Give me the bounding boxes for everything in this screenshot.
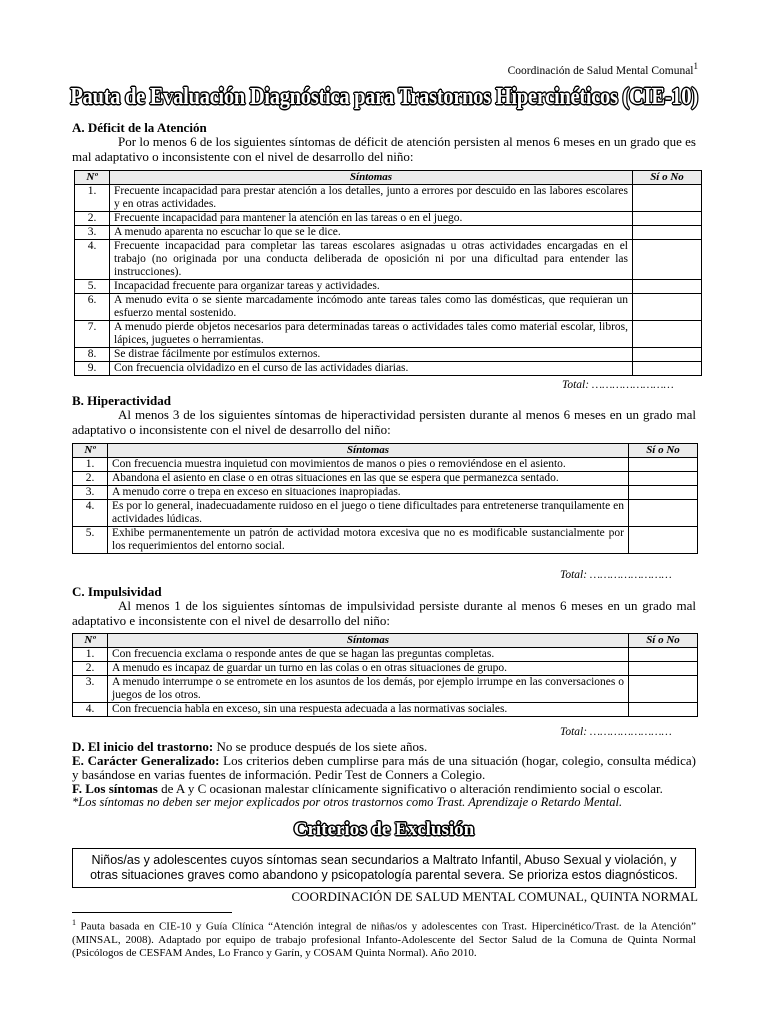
symptom-text: Incapacidad frecuente para organizar tareas y actividades. [110,280,633,294]
table-row [75,226,702,240]
col-yes-no-header: Sí o No [629,444,698,458]
yes-no-cell[interactable] [633,294,702,321]
section-c-heading: C. Impulsividad [72,584,162,599]
symptom-text: Con frecuencia exclama o responde antes de que se hagan las preguntas completas. [108,648,629,662]
row-number: 2. [75,212,110,226]
table-row [75,348,702,362]
row-number: 4. [75,240,110,280]
row-number: 2. [73,662,108,676]
symptom-text: Se distrae fácilmente por estímulos externos. [110,348,633,362]
col-symptom-header: Síntomas [108,444,629,458]
table-row [75,280,702,294]
table-row [75,321,702,348]
row-number: 5. [73,527,108,554]
yes-no-cell[interactable] [629,500,698,527]
table-row [75,212,702,226]
section-c-intro: Al menos 1 de los siguientes síntomas de impulsividad persiste durante al menos 6 meses en un grado mal adaptativo e inconsistente con el nivel de desarrollo del niño: [72,598,696,628]
symptom-text: Frecuente incapacidad para prestar atención a los detalles, junto a errores por descuido en las labores escolares y en otras actividades. [110,185,633,212]
yes-no-cell[interactable] [633,240,702,280]
yes-no-cell[interactable] [633,280,702,294]
section-b-intro: Al menos 3 de los siguientes síntomas de hiperactividad persisten durante al menos 6 meses en un grado mal adaptativo o inconsistente con el nivel de desarrollo del niño: [72,407,696,437]
exclusion-box: Niños/as y adolescentes cuyos síntomas sean secundarios a Maltrato Infantil, Abuso Sexual y violación, y otras situaciones graves como abandono y psicopatología parental severa. Se prioriza estos diagnósticos. [72,848,696,888]
symptom-text: A menudo interrumpe o se entromete en los asuntos de los demás, por ejemplo irrumpe en las conversaciones o juegos de los otros. [108,676,629,703]
page-title: Pauta de Evaluación Diagnóstica para Trastornos Hipercinéticos (CIE-10) [70,84,698,110]
footnote: $^1$ Pauta basada en CIE-10 y Guía Clínica “Atención integral de niñas/os y adolescentes con Trast. Hipercinético/Trast. de la Atención” (MINSAL, 2008). Adaptado por equipo de trabajo profesional Infanto-Adolescente del Sector Salud de la Comuna de Quinta Normal (Psicólogos de CESFAM Andes, Lo Franco y Garín, y COSAM Quinta Normal). Año 2010. [72,918,696,959]
symptom-text: A menudo evita o se siente marcadamente incómodo ante tareas tales como las domésticas, que requieran un esfuerzo mental sostenido. [110,294,633,321]
section-a-intro: Por lo menos 6 de los siguientes síntomas de déficit de atención persisten al menos 6 meses en un grado que es mal adaptativo o inconsistente con el nivel de desarrollo del niño: [72,134,696,164]
row-number: 1. [73,648,108,662]
yes-no-cell[interactable] [629,458,698,472]
table-row [73,676,698,703]
symptom-text: A menudo aparenta no escuchar lo que se le dice. [110,226,633,240]
symptom-text: A menudo es incapaz de guardar un turno en las colas o en otras situaciones de grupo. [108,662,629,676]
yes-no-cell[interactable] [633,226,702,240]
yes-no-cell[interactable] [629,703,698,717]
section-a-total: Total: …………………… [562,379,674,391]
row-number: 5. [75,280,110,294]
section-c-total: Total: …………………… [560,726,672,738]
row-number: 4. [73,703,108,717]
yes-no-cell[interactable] [629,527,698,554]
yes-no-cell[interactable] [629,486,698,500]
row-number: 3. [73,486,108,500]
section-a-table [74,170,702,376]
table-row [73,662,698,676]
yes-no-cell[interactable] [633,185,702,212]
row-number: 8. [75,348,110,362]
row-number: 3. [75,226,110,240]
yes-no-cell[interactable] [633,362,702,376]
table-row [73,500,698,527]
section-b-total: Total: …………………… [560,569,672,581]
organization-header: Coordinación de Salud Mental Comunal$^1$ [507,61,698,77]
symptom-text: A menudo corre o trepa en exceso en situaciones inapropiadas. [108,486,629,500]
table-row [73,648,698,662]
yes-no-cell[interactable] [633,321,702,348]
symptom-text: Con frecuencia habla en exceso, sin una respuesta adecuada a las normativas sociales. [108,703,629,717]
criterion-e: E. Carácter Generalizado: Los criterios deben cumplirse para más de una situación (hogar, colegio, consulta médica) y basándose en varias fuentes de información. Pedir Test de Conners a Colegio. [72,753,696,782]
row-number: 7. [75,321,110,348]
criterion-d: D. El inicio del trastorno: No se produce después de los siete años. [72,739,428,754]
symptom-text: Es por lo general, inadecuadamente ruidoso en el juego o tiene dificultades para entretenerse tranquilamente en actividades lúdicas. [108,500,629,527]
symptom-text: A menudo pierde objetos necesarios para determinadas tareas o actividades tales como material escolar, libros, lápices, juguetes o herramientas. [110,321,633,348]
section-a-heading: A. Déficit de la Atención [72,120,207,135]
table-row [75,362,702,376]
col-num-header: Nº [73,444,108,458]
col-yes-no-header: Sí o No [629,634,698,648]
table-row [73,703,698,717]
table-row [73,458,698,472]
row-number: 1. [75,185,110,212]
table-row [73,527,698,554]
exclusion-title: Criterios de Exclusión [293,819,475,840]
section-b-table [72,443,698,554]
table-row [73,486,698,500]
row-number: 1. [73,458,108,472]
yes-no-cell[interactable] [633,212,702,226]
section-c-table [72,633,698,717]
criteria-note: *Los síntomas no deben ser mejor explicados por otros trastornos como Trast. Aprendizaje o Retardo Mental. [72,795,623,809]
criterion-f: F. Los síntomas de A y C ocasionan malestar clínicamente significativo o alteración rendimiento social o escolar. [72,781,663,796]
row-number: 2. [73,472,108,486]
col-yes-no-header: Sí o No [633,171,702,185]
footnote-divider [72,912,232,913]
symptom-text: Abandona el asiento en clase o en otras situaciones en las que se espera que permanezca sentado. [108,472,629,486]
symptom-text: Con frecuencia muestra inquietud con movimientos de manos o pies o removiéndose en el asiento. [108,458,629,472]
row-number: 6. [75,294,110,321]
symptom-text: Con frecuencia olvidadizo en el curso de las actividades diarias. [110,362,633,376]
symptom-text: Frecuente incapacidad para completar las tareas escolares asignadas u otras actividades encargadas en el trabajo (no originada por una conducta deliberada de oposición ni por una dificultad para entender las instrucciones). [110,240,633,280]
table-row [75,185,702,212]
coordination-footer: COORDINACIÓN DE SALUD MENTAL COMUNAL, QUINTA NORMAL [291,889,698,904]
row-number: 3. [73,676,108,703]
yes-no-cell[interactable] [629,676,698,703]
col-symptom-header: Síntomas [108,634,629,648]
col-symptom-header: Síntomas [110,171,633,185]
row-number: 4. [73,500,108,527]
yes-no-cell[interactable] [629,662,698,676]
row-number: 9. [75,362,110,376]
col-num-header: Nº [75,171,110,185]
yes-no-cell[interactable] [633,348,702,362]
yes-no-cell[interactable] [629,472,698,486]
symptom-text: Exhibe permanentemente un patrón de actividad motora excesiva que no es modificable sustancialmente por los requerimientos del entorno social. [108,527,629,554]
table-row [73,472,698,486]
section-b-heading: B. Hiperactividad [72,393,171,408]
symptom-text: Frecuente incapacidad para mantener la atención en las tareas o en el juego. [110,212,633,226]
yes-no-cell[interactable] [629,648,698,662]
table-row [75,240,702,280]
table-row [75,294,702,321]
col-num-header: Nº [73,634,108,648]
